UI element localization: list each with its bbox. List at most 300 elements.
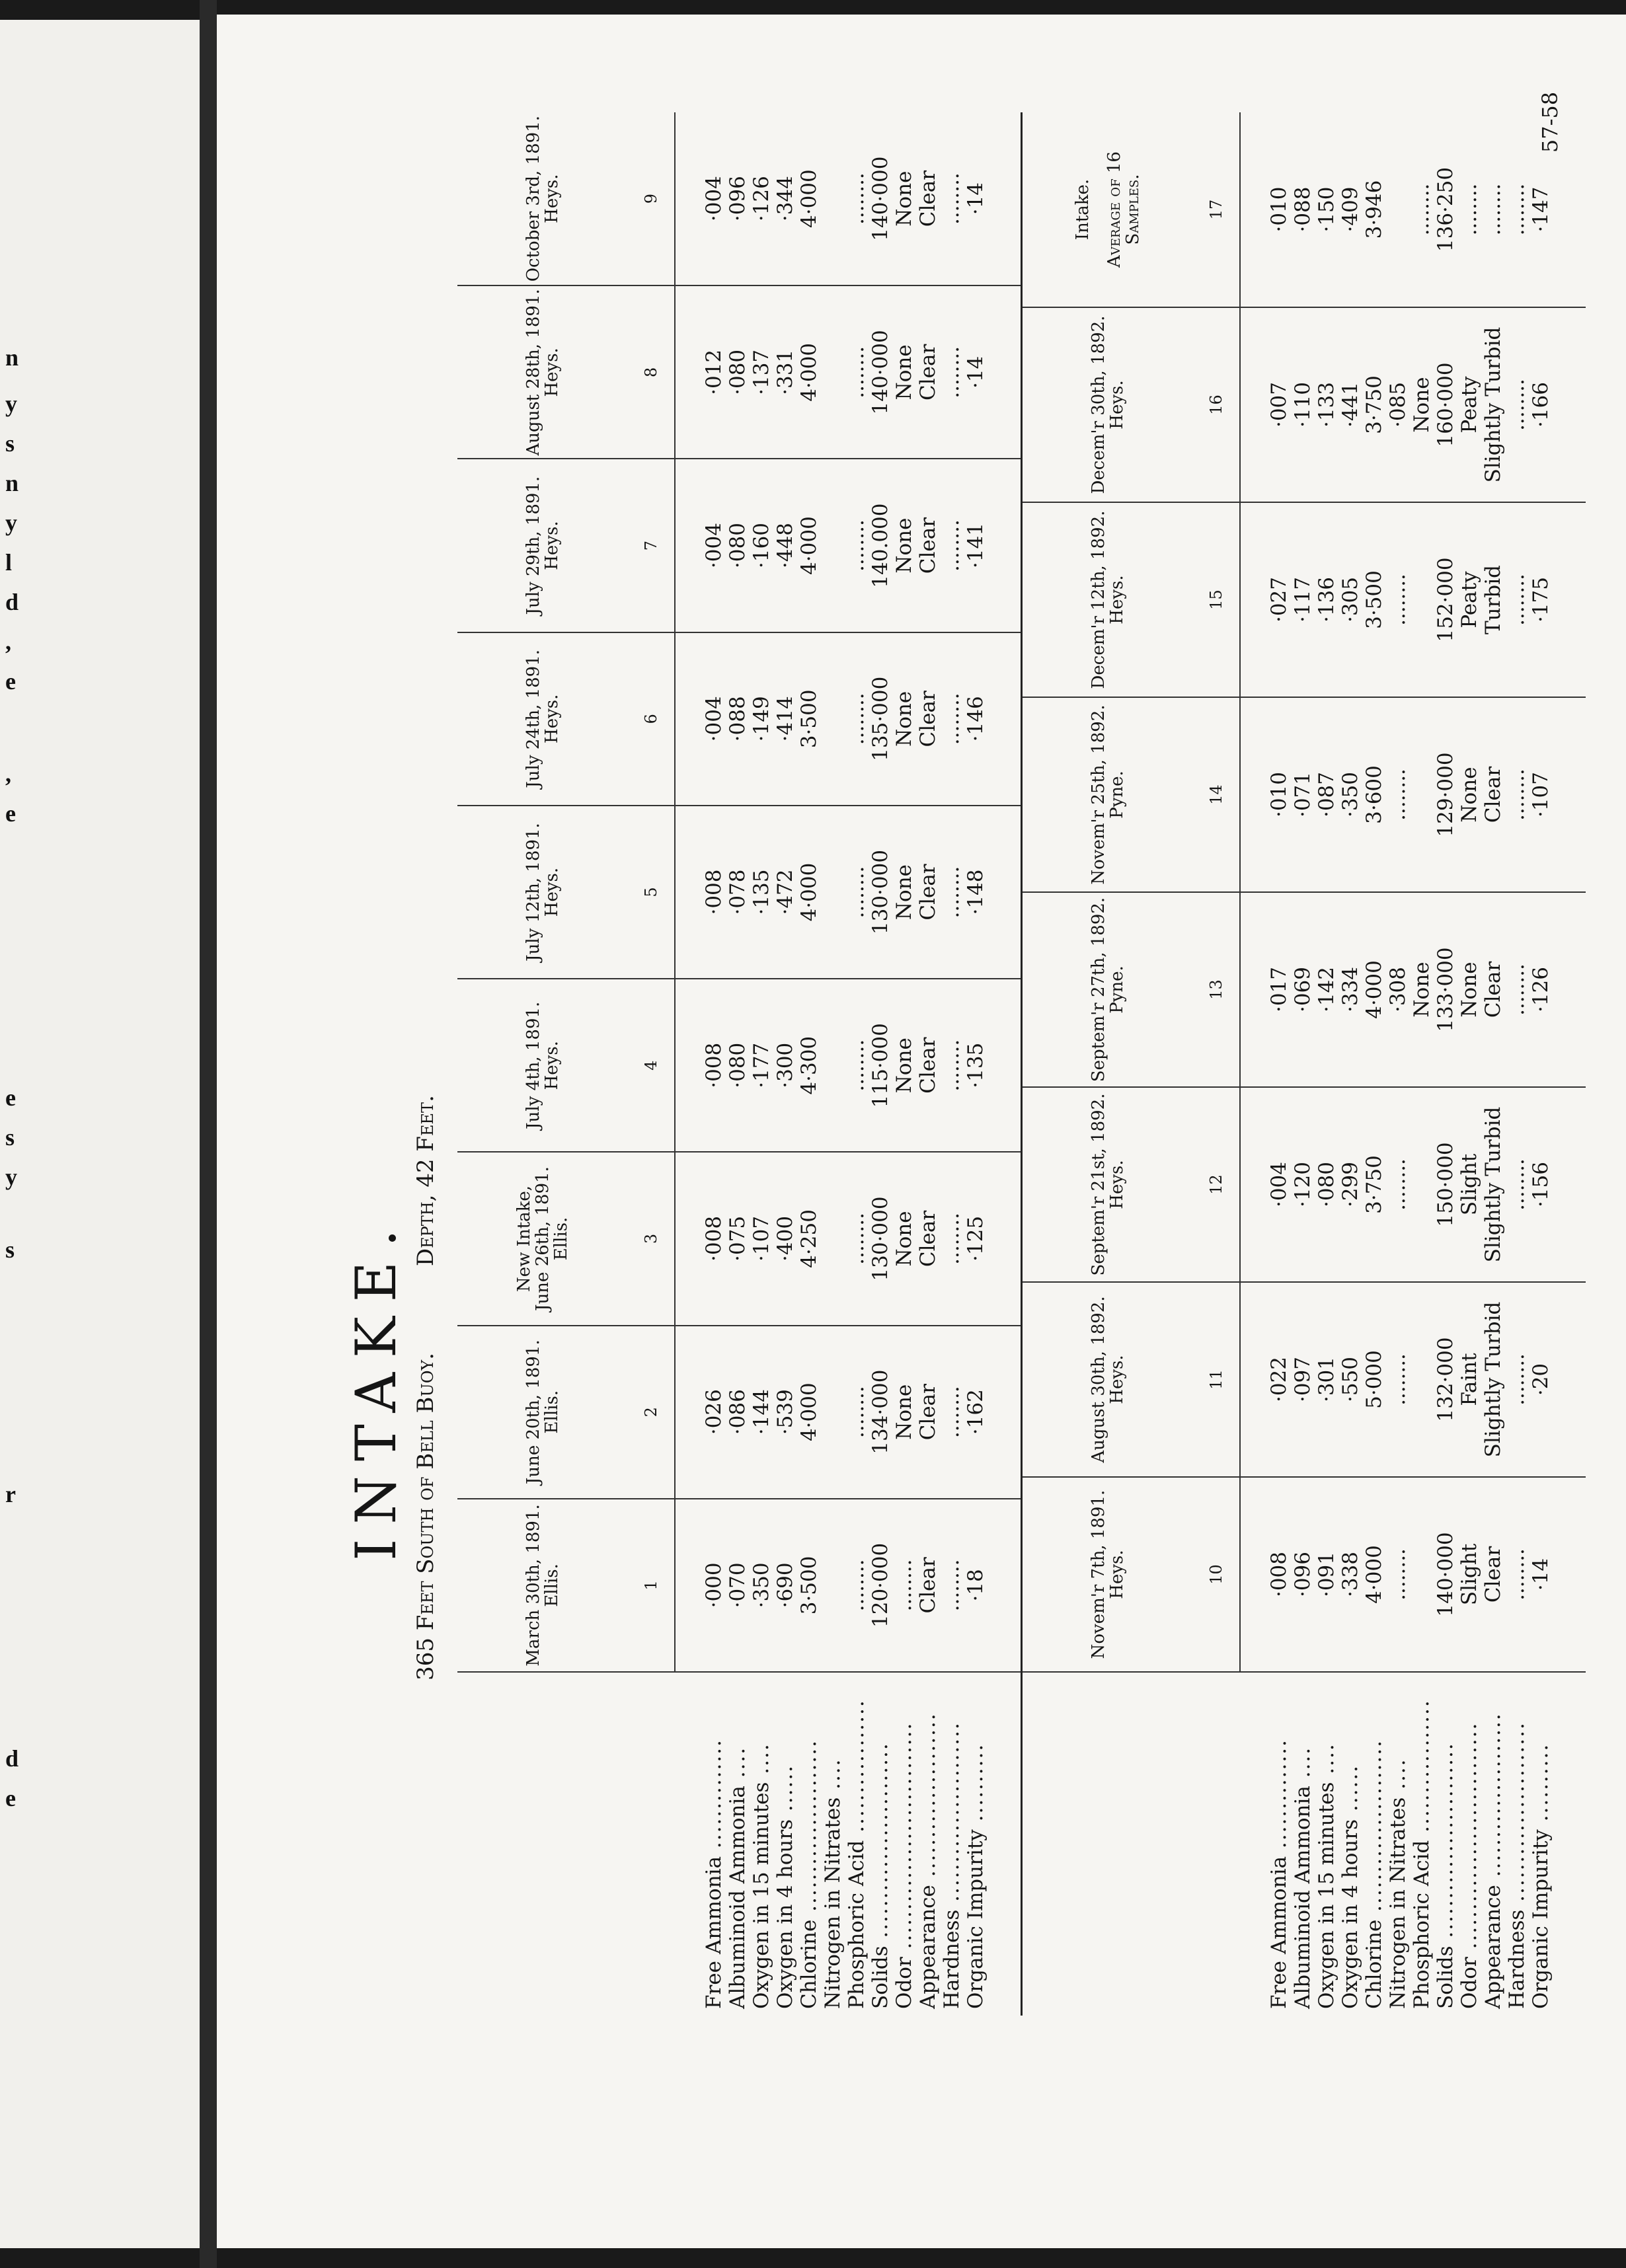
row-label-leaders: .............. <box>701 1739 726 1856</box>
row-label-leaders: .... <box>1315 1743 1338 1782</box>
table-row <box>1481 112 1505 2016</box>
table-cell: ........ <box>845 459 869 632</box>
table-cell: ·14 <box>964 285 1021 459</box>
table-cell: None <box>1457 697 1481 892</box>
edge-letter: s <box>5 1124 15 1151</box>
column-header <box>457 285 628 459</box>
table-row <box>1315 112 1338 2016</box>
row-label <box>1338 1672 1362 2016</box>
row-label-leaders: ......................... <box>1434 1742 1457 1946</box>
column-header-line: Pyne. <box>1107 965 1127 1014</box>
table-cell: 120·000 <box>869 1499 892 1672</box>
table-cell <box>1410 1282 1434 1477</box>
row-label <box>892 1672 916 2016</box>
row-label-leaders: ............................. <box>1457 1721 1481 1957</box>
table-cell: Slightly Turbid <box>1481 1282 1505 1477</box>
table-cell: ·149 <box>750 632 773 806</box>
row-label-text: Chlorine <box>1362 1919 1386 2009</box>
table-cell: 4·000 <box>1362 1477 1386 1672</box>
analysis-table-1892 <box>1021 112 1586 2016</box>
edge-letter: y <box>5 391 17 417</box>
table-cell: None <box>892 632 916 806</box>
table-cell: ·027 <box>1240 502 1291 697</box>
table-cell: 133·000 <box>1434 892 1457 1087</box>
table-row <box>1240 112 1291 2016</box>
table-cell: ·075 <box>726 1152 750 1325</box>
column-header-line: Heys. <box>1107 1355 1127 1404</box>
column-number: 4 <box>628 979 675 1152</box>
header-blank <box>628 1672 675 2016</box>
table-row <box>1386 112 1410 2016</box>
table-row <box>1362 112 1386 2016</box>
edge-letter: e <box>5 800 16 827</box>
row-label-leaders: ................. <box>1410 1699 1434 1840</box>
table-cell: 132·000 <box>1434 1282 1457 1477</box>
column-header-line: Heys. <box>542 521 562 570</box>
table-cell: ·085 <box>1386 307 1410 502</box>
table-cell: Turbid <box>1481 502 1505 697</box>
table-cell: 135·000 <box>869 632 892 806</box>
table-row <box>675 112 726 2016</box>
row-label-text: Odor <box>892 1957 916 2009</box>
row-label-leaders: .... <box>821 1758 845 1797</box>
column-number: 11 <box>1193 1282 1240 1477</box>
row-label-leaders: .... <box>750 1743 773 1782</box>
row-label-leaders: .... <box>1291 1746 1315 1786</box>
table-cell: ·008 <box>1240 1477 1291 1672</box>
column-number: 14 <box>1193 697 1240 892</box>
column-number: 12 <box>1193 1087 1240 1282</box>
edge-letter: l <box>5 549 13 576</box>
row-label-leaders: ....................... <box>1505 1721 1529 1910</box>
column-header-line: June 20th, 1891. <box>523 1340 543 1485</box>
table-cell: ·166 <box>1529 307 1586 502</box>
analysis-table-1891 <box>457 112 1021 2016</box>
table-cell: ........ <box>1505 307 1529 502</box>
table-cell: ·175 <box>1529 502 1586 697</box>
table-cell: None <box>892 112 916 285</box>
row-label-text: Hardness <box>940 1909 964 2009</box>
row-label-text: Organic Impurity <box>1529 1829 1553 2009</box>
column-number: 17 <box>1193 112 1240 307</box>
table-cell: ·539 <box>773 1326 797 1499</box>
table-cell: 130·000 <box>869 1152 892 1325</box>
edge-letter: s <box>5 430 15 457</box>
table-cell: 134·000 <box>869 1326 892 1499</box>
table-cell: ·096 <box>726 112 750 285</box>
table-cell <box>821 459 845 632</box>
table-cell: None <box>892 979 916 1152</box>
table-cell: ·080 <box>1315 1087 1338 1282</box>
column-header <box>1022 1282 1194 1477</box>
subtitle-location: 365 Feet South of Bell Buoy. <box>412 1352 439 1681</box>
table-cell: None <box>1410 307 1434 502</box>
row-label <box>797 1672 821 2016</box>
table-cell: ........ <box>1505 502 1529 697</box>
table-cell: Clear <box>916 112 940 285</box>
row-label-leaders: ...... <box>773 1764 797 1819</box>
table-cell: ........ <box>1481 112 1505 307</box>
column-header <box>457 632 628 806</box>
table-cell: ·086 <box>726 1326 750 1499</box>
table-cell: 140·000 <box>869 285 892 459</box>
table-cell: ·110 <box>1291 307 1315 502</box>
facing-page-edge <box>0 20 205 2248</box>
table-cell: ·135 <box>750 806 773 979</box>
column-header <box>457 1499 628 1672</box>
table-cell: Clear <box>1481 892 1505 1087</box>
column-header <box>457 1326 628 1499</box>
column-number: 13 <box>1193 892 1240 1087</box>
row-label-leaders: ......................... <box>869 1742 892 1946</box>
column-header-line: Novem'r 25th, 1892. <box>1089 704 1108 885</box>
column-header-line: March 30th, 1891. <box>523 1504 543 1667</box>
row-label <box>1386 1672 1410 2016</box>
column-number: 5 <box>628 806 675 979</box>
table-cell: 3·500 <box>1362 502 1386 697</box>
table-cell: Clear <box>916 806 940 979</box>
table-cell: ........ <box>1386 502 1410 697</box>
table-cell: ........ <box>1505 1477 1529 1672</box>
table-cell: ........ <box>1386 1087 1410 1282</box>
row-label-text: Appearance <box>1481 1885 1505 2009</box>
column-header-line: October 3rd, 1891. <box>523 115 543 282</box>
table-cell: ........ <box>1410 112 1434 307</box>
analysis-tables <box>457 112 1586 2016</box>
table-cell: ·146 <box>964 632 1021 806</box>
table-row <box>916 112 940 2016</box>
row-label-leaders: ...................... <box>1362 1739 1386 1920</box>
row-label <box>675 1672 726 2016</box>
table-row <box>892 112 916 2016</box>
table-cell: ·299 <box>1338 1087 1362 1282</box>
table-cell: 4·000 <box>797 285 821 459</box>
column-header <box>457 979 628 1152</box>
table-cell: 150·000 <box>1434 1087 1457 1282</box>
table-cell: Clear <box>1481 1477 1505 1672</box>
table-cell: ........ <box>892 1499 916 1672</box>
table-cell: ........ <box>1505 1087 1529 1282</box>
table-cell: ........ <box>940 112 964 285</box>
table-cell: ·14 <box>1529 1477 1586 1672</box>
table-cell: 4·000 <box>1362 892 1386 1087</box>
table-cell: None <box>1457 892 1481 1087</box>
table-row <box>1434 112 1457 2016</box>
row-label <box>773 1672 797 2016</box>
table-cell: Clear <box>916 459 940 632</box>
rotated-content <box>344 115 1553 2009</box>
table-cell: ·078 <box>726 806 750 979</box>
column-header-line: Novem'r 7th, 1891. <box>1089 1490 1108 1659</box>
edge-letter: d <box>5 1745 19 1772</box>
column-header <box>457 112 628 285</box>
table-cell: 115·000 <box>869 979 892 1152</box>
row-label-text: Organic Impurity <box>964 1829 987 2009</box>
column-number: 8 <box>628 285 675 459</box>
table-cell: ·026 <box>675 1326 726 1499</box>
column-header-line: July 24th, 1891. <box>523 649 543 788</box>
column-header-line: August 28th, 1891. <box>523 289 543 456</box>
table-cell <box>821 1152 845 1325</box>
row-label <box>845 1672 869 2016</box>
row-label-leaders: .... <box>1386 1758 1410 1797</box>
table-row <box>1410 112 1434 2016</box>
column-header <box>1022 697 1194 892</box>
table-cell: ·409 <box>1338 112 1362 307</box>
table-cell <box>821 1499 845 1672</box>
table-cell: ·338 <box>1338 1477 1362 1672</box>
table-cell: ........ <box>940 285 964 459</box>
column-header-line: Decem'r 12th, 1892. <box>1089 510 1108 689</box>
column-header-line: Ellis. <box>551 1217 571 1261</box>
table-cell: ·350 <box>1338 697 1362 892</box>
row-label-leaders: ............................. <box>892 1721 916 1957</box>
table-cell: ·550 <box>1338 1282 1362 1477</box>
table-cell: ·135 <box>964 979 1021 1152</box>
table-cell <box>821 806 845 979</box>
table-cell: Slight <box>1457 1087 1481 1282</box>
table-cell: None <box>892 459 916 632</box>
table-cell: Clear <box>916 632 940 806</box>
column-header <box>1022 307 1194 502</box>
table-cell: ........ <box>1505 1282 1529 1477</box>
edge-letter: e <box>5 1785 16 1811</box>
table-cell: ·071 <box>1291 697 1315 892</box>
table-cell: ........ <box>845 806 869 979</box>
table-cell: 129·000 <box>1434 697 1457 892</box>
row-label <box>1481 1672 1505 2016</box>
table-cell: ........ <box>845 1326 869 1499</box>
row-label-text: Solids <box>869 1946 892 2009</box>
subtitle-depth: Depth, 42 Feet. <box>412 1095 439 1267</box>
row-label-text: Hardness <box>1505 1909 1529 2009</box>
table-cell: ·126 <box>1529 892 1586 1087</box>
edge-letter: s <box>5 1236 15 1263</box>
table-cell: None <box>892 1152 916 1325</box>
table-cell: None <box>892 1326 916 1499</box>
table-cell: ........ <box>845 979 869 1152</box>
column-number: 2 <box>628 1326 675 1499</box>
table-cell <box>821 979 845 1152</box>
edge-letter: y <box>5 1164 17 1190</box>
table-cell: None <box>1410 892 1434 1087</box>
column-header-line: Heys. <box>542 348 562 397</box>
column-header-line: July 12th, 1891. <box>523 823 543 962</box>
table-cell: ........ <box>940 806 964 979</box>
row-label-text: Oxygen in 15 minutes <box>1315 1782 1338 2009</box>
table-cell: ........ <box>845 112 869 285</box>
column-number: 15 <box>1193 502 1240 697</box>
table-cell <box>821 632 845 806</box>
table-cell: ·010 <box>1240 697 1291 892</box>
table-cell: ·120 <box>1291 1087 1315 1282</box>
row-label <box>1505 1672 1529 2016</box>
column-header-line: Ellis. <box>542 1564 562 1607</box>
row-label <box>916 1672 940 2016</box>
edge-letter: n <box>5 470 19 496</box>
table-cell: 140.000 <box>869 459 892 632</box>
table-row <box>1457 112 1481 2016</box>
page-number: 57-58 <box>1537 91 1563 153</box>
table-row <box>821 112 845 2016</box>
column-header-line: August 30th, 1892. <box>1089 1296 1108 1463</box>
row-label-text: Oxygen in 15 minutes <box>750 1782 773 2009</box>
table-cell: ·400 <box>773 1152 797 1325</box>
column-number: 1 <box>628 1499 675 1672</box>
table-cell: ·137 <box>750 285 773 459</box>
row-label-text: Oxygen in 4 hours <box>773 1819 797 2009</box>
table-cell: 152·000 <box>1434 502 1457 697</box>
row-label-text: Nitrogen in Nitrates <box>1386 1797 1410 2009</box>
table-row <box>845 112 869 2016</box>
table-cell: ·007 <box>1240 307 1291 502</box>
row-label <box>1434 1672 1457 2016</box>
table-row <box>1338 112 1362 2016</box>
table-cell: ........ <box>1457 112 1481 307</box>
table-cell: ........ <box>845 1152 869 1325</box>
table-cell: ·010 <box>1240 112 1291 307</box>
table-cell: ........ <box>1505 697 1529 892</box>
table-cell: ·088 <box>726 632 750 806</box>
table-cell: Clear <box>916 1499 940 1672</box>
column-header <box>1022 1087 1194 1282</box>
row-label-text: Odor <box>1457 1957 1481 2009</box>
table-cell: ·004 <box>1240 1087 1291 1282</box>
table-cell: 3·750 <box>1362 307 1386 502</box>
column-header-line: Decem'r 30th, 1892. <box>1089 315 1108 494</box>
table-cell: ·022 <box>1240 1282 1291 1477</box>
column-number: 10 <box>1193 1477 1240 1672</box>
column-header-line: Heys. <box>542 694 562 743</box>
table-cell: ·133 <box>1315 307 1338 502</box>
row-label <box>1457 1672 1481 2016</box>
row-label <box>821 1672 845 2016</box>
header-blank <box>1022 1672 1194 2016</box>
table-cell: Clear <box>916 979 940 1152</box>
table-cell: ·117 <box>1291 502 1315 697</box>
table-cell: ·069 <box>1291 892 1315 1087</box>
table-cell: Clear <box>916 285 940 459</box>
table-cell: 4·000 <box>797 459 821 632</box>
table-cell: Slightly Turbid <box>1481 307 1505 502</box>
edge-letter: d <box>5 589 19 615</box>
table-cell: ........ <box>1505 112 1529 307</box>
table-cell: ·300 <box>773 979 797 1152</box>
column-header-line: June 26th, 1891. <box>533 1166 553 1311</box>
table-cell: ·690 <box>773 1499 797 1672</box>
table-cell: 3·750 <box>1362 1087 1386 1282</box>
table-cell: ........ <box>940 632 964 806</box>
table-cell: None <box>892 285 916 459</box>
column-number: 16 <box>1193 307 1240 502</box>
table-cell: ·000 <box>675 1499 726 1672</box>
table-cell: ·107 <box>750 1152 773 1325</box>
table-cell: ·088 <box>1291 112 1315 307</box>
table-row <box>1529 112 1586 2016</box>
table-cell: ·414 <box>773 632 797 806</box>
table-cell <box>821 285 845 459</box>
column-header-line: Heys. <box>1107 1160 1127 1209</box>
column-header-line: Heys. <box>1107 575 1127 624</box>
table-cell: ·070 <box>726 1499 750 1672</box>
row-label <box>964 1672 1021 2016</box>
table-cell: ........ <box>845 285 869 459</box>
table-cell: ·004 <box>675 459 726 632</box>
table-cell: ·448 <box>773 459 797 632</box>
table-cell: None <box>892 806 916 979</box>
column-header-line: Septem'r 21st, 1892. <box>1089 1093 1108 1276</box>
column-header-line: Intake. <box>1073 178 1093 241</box>
row-label-text: Albuminoid Ammonia <box>1291 1786 1315 2009</box>
table-cell <box>1410 697 1434 892</box>
table-cell: ·008 <box>675 806 726 979</box>
column-header-line: Ellis. <box>542 1390 562 1434</box>
table-row <box>773 112 797 2016</box>
table-cell: ........ <box>1505 892 1529 1087</box>
table-cell: ·096 <box>1291 1477 1315 1672</box>
table-cell: ·125 <box>964 1152 1021 1325</box>
row-label-text: Phosphoric Acid <box>845 1840 869 2009</box>
table-cell: ........ <box>940 1326 964 1499</box>
table-cell: ·107 <box>1529 697 1586 892</box>
row-label-leaders: .... <box>726 1746 750 1786</box>
column-number: 6 <box>628 632 675 806</box>
table-cell: ·308 <box>1386 892 1410 1087</box>
column-header-line: Septem'r 27th, 1892. <box>1089 897 1108 1082</box>
column-header-line: Pyne. <box>1107 771 1127 819</box>
edge-letter: n <box>5 344 19 371</box>
column-header-line: Heys. <box>542 174 562 223</box>
row-label-text: Chlorine <box>797 1919 821 2009</box>
table-cell: ·301 <box>1315 1282 1338 1477</box>
column-header <box>1022 1477 1194 1672</box>
row-label-text: Solids <box>1434 1946 1457 2009</box>
table-cell: 4·000 <box>797 112 821 285</box>
column-number: 3 <box>628 1152 675 1325</box>
table-cell: 4·250 <box>797 1152 821 1325</box>
row-label <box>940 1672 964 2016</box>
table-cell: ·004 <box>675 112 726 285</box>
column-header <box>457 459 628 632</box>
table-cell: ·441 <box>1338 307 1362 502</box>
page-title: INTAKE. <box>344 1215 408 1561</box>
row-label-leaders: ...................... <box>797 1739 821 1920</box>
book-gutter <box>200 0 217 2268</box>
column-number: 7 <box>628 459 675 632</box>
table-cell: ·160 <box>750 459 773 632</box>
table-row <box>964 112 1021 2016</box>
edge-letter: e <box>5 1084 16 1111</box>
column-header <box>1022 892 1194 1087</box>
row-label-text: Phosphoric Acid <box>1410 1840 1434 2009</box>
table-cell: 130·000 <box>869 806 892 979</box>
page-subtitle <box>412 793 439 1983</box>
table-row <box>726 112 750 2016</box>
table-cell: Peaty <box>1457 502 1481 697</box>
table-cell: ·080 <box>726 459 750 632</box>
row-label-leaders: ...... <box>1338 1764 1362 1819</box>
table-cell: ·080 <box>726 979 750 1152</box>
row-label-leaders: .......... <box>964 1743 987 1830</box>
table-cell: 4·300 <box>797 979 821 1152</box>
column-header-line: Heys. <box>1107 380 1127 430</box>
table-cell: ·150 <box>1315 112 1338 307</box>
table-cell: ·148 <box>964 806 1021 979</box>
row-label <box>1291 1672 1315 2016</box>
row-label <box>869 1672 892 2016</box>
column-header <box>457 806 628 979</box>
table-cell <box>1410 1087 1434 1282</box>
